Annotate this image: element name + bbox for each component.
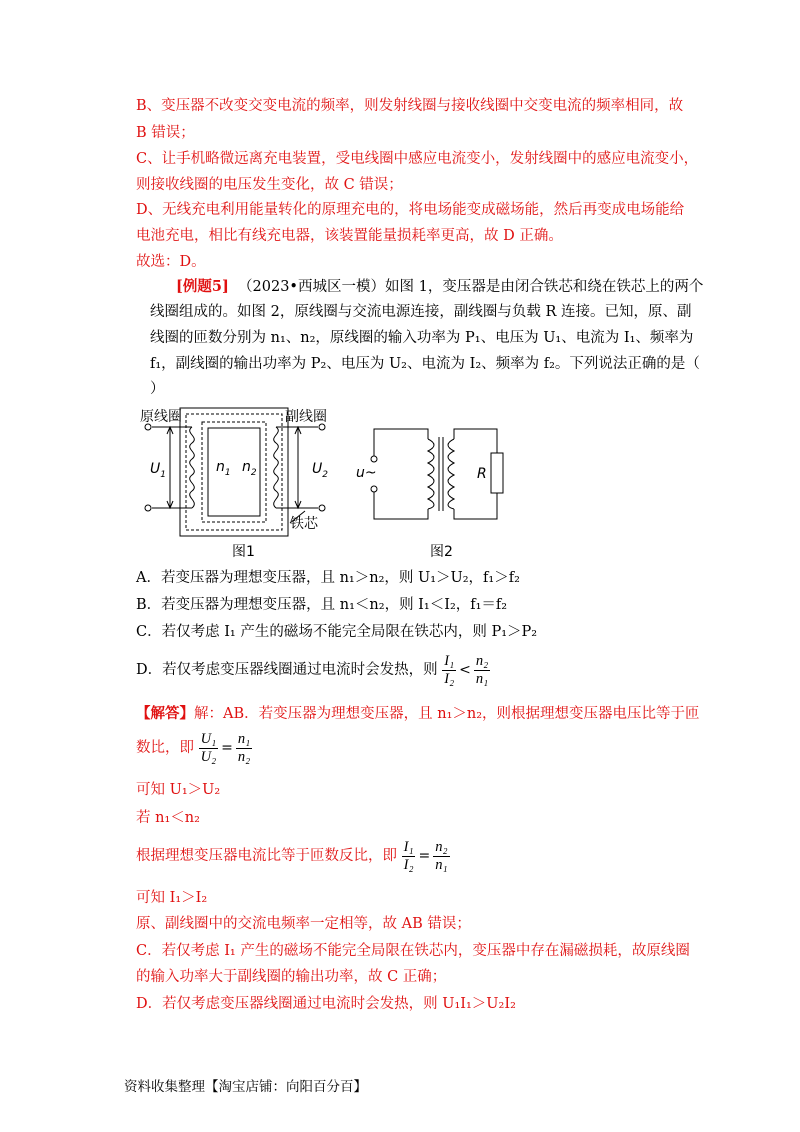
figure2-source-label: u~ <box>356 465 377 481</box>
option-d-fraction-left: $\frac{\text{I₁}}{\text{I₂}}$ <box>444 652 455 687</box>
solution-line1-text: 解：AB．若变压器为理想变压器，且 n₁＞n₂，则根据理想变压器电压比等于匝 <box>194 706 700 722</box>
question-line4: f₁，副线圈的输出功率为 P₂、电压为 U₂、电流为 I₂、频率为 f₂。下列说法正确的是（ <box>150 356 700 372</box>
prev-answer-d-line2: 电池充电，相比有线充电器，该装置能量损耗率更高，故 D 正确。 <box>136 228 563 244</box>
solution-current-ratio-left: $\frac{\text{I₁}}{\text{I₂}}$ <box>403 838 414 873</box>
solution-voltage-ratio-right: $\frac{\text{n₁}}{\text{n₂}}$ <box>237 730 251 765</box>
solution-current-ratio-right: $\frac{\text{n₂}}{\text{n₁}}$ <box>435 838 448 873</box>
solution-line9: 的输入功率大于副线圈的输出功率，故 C 正确； <box>136 969 447 985</box>
question-line1 <box>176 277 703 297</box>
figure1-n1-label: $n_1$ <box>216 459 231 478</box>
solution-line5-text: 根据理想变压器电流比等于匝数反比，即 <box>136 848 397 864</box>
solution-line2-text: 数比，即 <box>136 740 194 756</box>
question-tag: [例题5] <box>176 278 229 295</box>
solution-tag: 【解答】 <box>136 705 194 722</box>
figure1-u1-label: $U_1$ <box>150 461 166 480</box>
solution-line8: C．若仅考虑 I₁ 产生的磁场不能完全局限在铁芯内，变压器中存在漏磁损耗，故原线圈 <box>136 943 690 959</box>
page-footer: 资料收集整理【淘宝店铺：向阳百分百】 <box>124 1079 367 1095</box>
option-a: A．若变压器为理想变压器，且 n₁＞n₂，则 U₁＞U₂，f₁＞f₂ <box>136 570 520 586</box>
option-d-text: D．若仅考虑变压器线圈通过电流时会发热，则 <box>136 662 438 678</box>
prev-answer-b-line2: B 错误； <box>136 125 195 141</box>
solution-voltage-ratio-eq: = <box>221 740 233 756</box>
figure1-u2-label: $U_2$ <box>312 461 328 480</box>
question-line1-text: （2023•西城区一模）如图 1，变压器是由闭合铁芯和绕在铁芯上的两个 <box>238 279 704 295</box>
question-line2: 线圈组成的。如图 2，原线圈与交流电源连接，副线圈与负载 R 连接。已知，原、副 <box>150 304 692 320</box>
figure2-caption: 图2 <box>430 544 453 560</box>
prev-answer-b-line1: B、变压器不改变交变电流的频率，则发射线圈与接收线圈中交变电流的频率相同，故 <box>136 98 684 114</box>
solution-line4: 若 n₁＜n₂ <box>136 810 200 826</box>
prev-answer-choose: 故选：D。 <box>136 254 206 270</box>
option-d-fraction-right: $\frac{\text{n₂}}{\text{n₁}}$ <box>475 652 489 687</box>
question-line3: 线圈的匝数分别为 n₁、n₂，原线圈的输入功率为 P₁、电压为 U₁、电流为 I₁、频率为 <box>150 330 694 346</box>
figure2-load-label: R <box>477 466 487 482</box>
option-d-relation: < <box>459 662 471 678</box>
figure1-core-label: 铁芯 <box>290 516 318 532</box>
solution-line1 <box>136 704 700 724</box>
figure1-n2-label: $n_2$ <box>242 459 257 478</box>
prev-answer-d-line1: D、无线充电利用能量转化的原理充电的，将电场能变成磁场能，然后再变成电场能给 <box>136 202 685 218</box>
solution-line10: D．若仅考虑变压器线圈通过电流时会发热，则 U₁I₁＞U₂I₂ <box>136 996 516 1012</box>
prev-answer-c-line2: 则接收线圈的电压发生变化，故 C 错误； <box>136 177 403 193</box>
prev-answer-c-line1: C、让手机略微远离充电装置，受电线圈中感应电流变小，发射线圈中的感应电流变小， <box>136 151 699 167</box>
solution-line2 <box>136 730 252 766</box>
option-d <box>136 652 490 688</box>
question-line5: ） <box>150 381 165 397</box>
option-b: B．若变压器为理想变压器，且 n₁＜n₂，则 I₁＜I₂，f₁＝f₂ <box>136 597 508 613</box>
solution-line3: 可知 U₁＞U₂ <box>136 782 221 798</box>
figure1-caption: 图1 <box>232 544 255 560</box>
solution-line6: 可知 I₁＞I₂ <box>136 890 208 906</box>
solution-current-ratio-eq: = <box>418 848 431 864</box>
figure1-secondary-label: 副线圈 <box>285 409 327 425</box>
option-c: C．若仅考虑 I₁ 产生的磁场不能完全局限在铁芯内，则 P₁＞P₂ <box>136 624 538 640</box>
transformer-figures <box>130 403 530 563</box>
solution-line7: 原、副线圈中的交流电频率一定相等，故 AB 错误； <box>136 916 471 932</box>
solution-line5 <box>136 838 450 874</box>
solution-voltage-ratio-left: $\frac{\text{U₁}}{\text{U₂}}$ <box>200 730 217 765</box>
figure1-primary-label: 原线圈 <box>140 409 182 425</box>
